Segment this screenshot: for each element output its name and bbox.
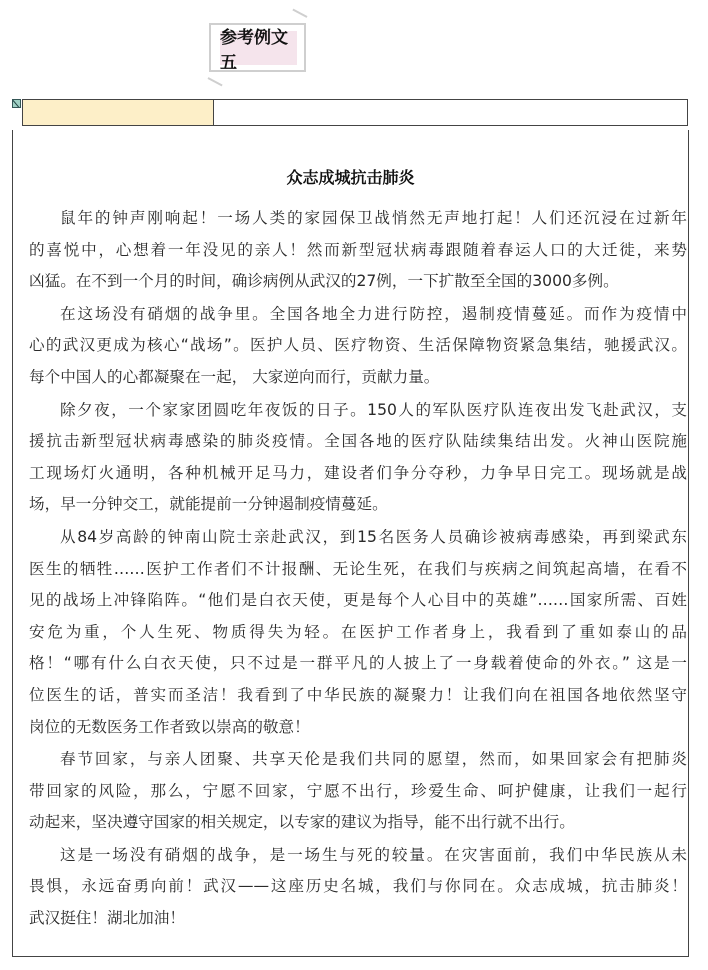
paragraph-line: 位医生的话，普实而圣洁！我看到了中华民族的凝聚力！让我们向在祖国各地依然坚守 — [29, 685, 687, 704]
paragraph-line: 岗位的无数医务工作者致以崇高的敬意！ — [29, 717, 310, 736]
paragraph — [29, 299, 687, 394]
paragraph — [29, 203, 687, 298]
paragraph-line: 格！“哪有什么白衣天使，只不过是一群平凡的人披上了一身载着使命的外衣。” 这是一 — [29, 654, 687, 673]
paragraph-line: 动起来，坚决遵守国家的相关规定，以专家的建议为指导，能不出行就不出行。 — [29, 813, 575, 832]
paragraph-line: 畏惧，永远奋勇向前！武汉——这座历史名城，我们与你同在。众志成城，抗击肺炎！ — [29, 877, 687, 896]
header-bar — [22, 99, 688, 126]
paragraph-line: 见的战场上冲锋陷阵。“他们是白衣天使，更是每个人心目中的英雄”……国家所需、百姓 — [29, 591, 687, 610]
paragraph-line: 从84岁高龄的钟南山院士亲赴武汉，到15名医务人员确诊被病毒感染，再到梁武东 — [60, 527, 687, 546]
article-title: 众志成城抗击肺炎 — [286, 168, 415, 187]
paragraph — [29, 522, 687, 743]
paragraph — [29, 395, 687, 521]
paragraph-line: 每个中国人的心都凝聚在一起， 大家逆向而行，贡献力量。 — [29, 367, 440, 386]
paragraph — [29, 840, 687, 935]
paragraph-line: 场，早一分钟交工，就能提前一分钟遏制疫情蔓延。 — [29, 495, 388, 514]
article-body — [29, 203, 687, 936]
paragraph-line: 工现场灯火通明，各种机械开足马力，建设者们争分夺秒，力争早日完工。现场就是战 — [29, 463, 687, 482]
paragraph-line: 安危为重，个人生死、物质得失为轻。在医护工作者身上，我看到了重如泰山的品 — [29, 622, 687, 641]
paragraph-line: 医生的牺牲……医护工作者们不计报酬、无论生死，在我们与疾病之间筑起高墙，在看不 — [29, 559, 687, 578]
paragraph-line: 心的武汉更成为核心“战场”。医护人员、医疗物资、生活保障物资紧急集结，驰援武汉。 — [29, 336, 687, 355]
paragraph-line: 武汉挺住！湖北加油！ — [29, 909, 185, 928]
paragraph-line: 鼠年的钟声刚响起！一场人类的家园保卫战悄然无声地打起！人们还沉浸在过新年 — [60, 209, 687, 227]
paragraph-line: 春节回家，与亲人团聚、共享天伦是我们共同的愿望，然而，如果回家会有把肺炎 — [60, 750, 687, 769]
paragraph-line: 援抗击新型冠状病毒感染的肺炎疫情。全国各地的医疗队陆续集结出发。火神山医院施 — [29, 432, 687, 451]
paragraph-line: 除夕夜，一个家家团圆吃年夜饭的日子。150人的军队医疗队连夜出发飞赴武汉，支 — [60, 400, 687, 419]
header-bar-highlight — [23, 100, 214, 125]
paragraph-line: 带回家的风险，那么，宁愿不回家，宁愿不出行，珍爱生命、呵护健康，让我们一起行 — [29, 781, 687, 800]
paragraph-line: 的喜悦中，心想着一年没见的亲人！然而新型冠状病毒跟随着春运人口的大迁徙，来势 — [29, 240, 687, 259]
paragraph-line: 这是一场没有硝烟的战争，是一场生与死的较量。在灾害面前，我们中华民族从未 — [60, 845, 687, 864]
section-badge: 参考例文五 — [220, 31, 297, 65]
paragraph-line: 在这场没有硝烟的战争里。全国各地全力进行防控，遏制疫情蔓延。而作为疫情中 — [60, 304, 687, 323]
paragraph-line: 凶猛。在不到一个月的时间，确诊病例从武汉的27例，一下扩散至全国的3000多例。 — [29, 272, 619, 291]
table-corner-icon — [12, 99, 21, 108]
paragraph — [29, 744, 687, 839]
